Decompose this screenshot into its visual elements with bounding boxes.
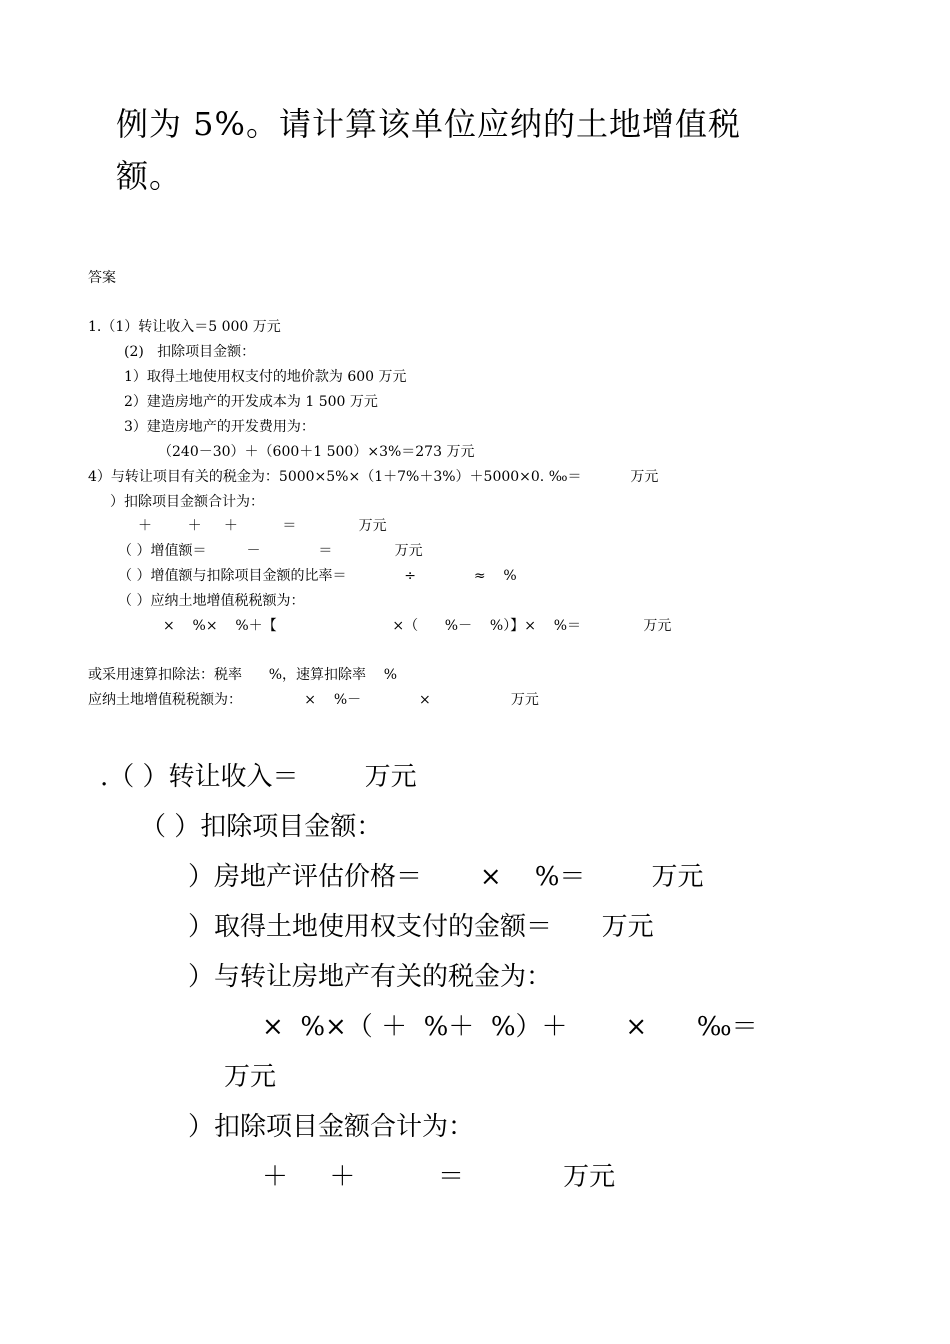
q1-deduction-heading: (2) 扣除项目金额： bbox=[124, 344, 256, 360]
quick-method-rate: 或采用速算扣除法：税率 %，速算扣除率 % bbox=[88, 667, 398, 683]
q2-deduction-sum-formula: ＋ ＋ ＝ 万元 bbox=[262, 1162, 616, 1192]
q2-deduction-total: ）扣除项目金额合计为： bbox=[188, 1112, 475, 1142]
q2-transfer-income: .（ ）转让收入＝ 万元 bbox=[100, 762, 417, 792]
q1-ratio: （ ）增值额与扣除项目金额的比率＝ ÷ ≈ % bbox=[118, 568, 517, 584]
question-text-line-2: 额。 bbox=[116, 157, 183, 195]
q1-development-expense: 3）建造房地产的开发费用为： bbox=[124, 419, 315, 435]
q2-taxes-heading: ）与转让房地产有关的税金为： bbox=[188, 962, 553, 992]
q1-tax-due-formula: × %× %＋【 ×（ %－ %）】× %＝ 万元 bbox=[163, 618, 672, 634]
q1-land-price: 1）取得土地使用权支付的地价款为 600 万元 bbox=[124, 369, 407, 385]
q2-taxes-unit: 万元 bbox=[224, 1062, 277, 1092]
quick-method-formula: 应纳土地增值税税额为： × %－ × 万元 bbox=[88, 692, 539, 708]
q1-deduction-sum-formula: ＋ ＋ ＋ ＝ 万元 bbox=[138, 518, 387, 534]
q1-development-cost: 2）建造房地产的开发成本为 1 500 万元 bbox=[124, 394, 378, 410]
q1-deduction-total: ）扣除项目金额合计为： bbox=[110, 494, 264, 510]
question-text-line-1: 例为 5%。请计算该单位应纳的土地增值税 bbox=[116, 105, 741, 143]
q1-value-added: （ ）增值额＝ － ＝ 万元 bbox=[118, 543, 423, 559]
q1-taxes: 4）与转让项目有关的税金为：5000×5%×（1＋7%＋3%）＋5000×0. ‰＝ 万元 bbox=[88, 469, 659, 485]
answer-heading: 答案 bbox=[88, 270, 116, 286]
q1-expense-formula: （240－30）＋（600＋1 500）×3%＝273 万元 bbox=[158, 444, 475, 460]
q1-tax-due-heading: （ ）应纳土地增值税税额为： bbox=[118, 593, 305, 609]
q1-transfer-income: 1.（1）转让收入＝5 000 万元 bbox=[88, 319, 281, 335]
q2-taxes-formula: × %×（ ＋ %＋ %）＋ × ‰＝ bbox=[262, 1012, 758, 1042]
q2-deduction-heading: （ ）扣除项目金额： bbox=[140, 812, 383, 842]
q2-appraised-price: ）房地产评估价格＝ × %＝ 万元 bbox=[188, 862, 704, 892]
q2-land-use-amount: ）取得土地使用权支付的金额＝ 万元 bbox=[188, 912, 654, 942]
